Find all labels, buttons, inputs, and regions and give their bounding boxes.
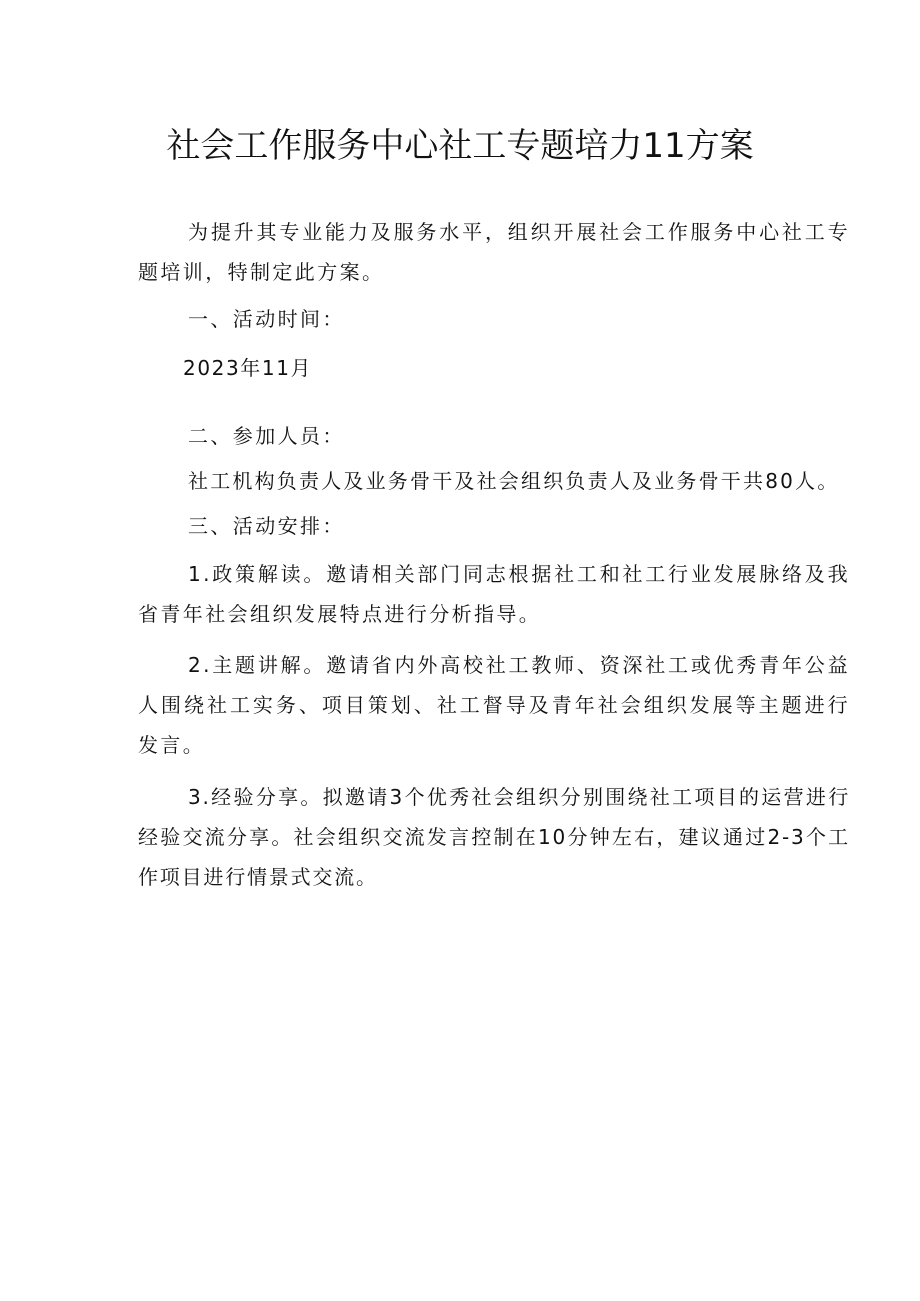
document-title: 社会工作服务中心社工专题培力11方案 xyxy=(166,126,754,166)
schedule-item-2: 2.主题讲解。邀请省内外高校社工教师、资深社工或优秀青年公益人围绕社工实务、项目策划、社工督导及青年社会组织发展等主题进行发言。 xyxy=(138,653,850,757)
schedule-item-3: 3.经验分享。拟邀请3个优秀社会组织分别围绕社工项目的运营进行经验交流分享。社会组织交流发言控制在10分钟左右，建议通过2-3个工作项目进行情景式交流。 xyxy=(138,785,850,889)
activity-time-value: 2023年11月 xyxy=(183,356,313,380)
schedule-item-1: 1.政策解读。邀请相关部门同志根据社工和社工行业发展脉络及我省青年社会组织发展特点进行分析指导。 xyxy=(138,562,850,626)
intro-paragraph: 为提升其专业能力及服务水平，组织开展社会工作服务中心社工专题培训，特制定此方案。 xyxy=(138,220,850,284)
section-heading-participants: 二、参加人员： xyxy=(188,424,345,448)
section-heading-schedule: 三、活动安排： xyxy=(188,514,345,538)
section-heading-time: 一、活动时间： xyxy=(188,307,345,331)
participants-value: 社工机构负责人及业务骨干及社会组织负责人及业务骨干共80人。 xyxy=(188,469,840,493)
